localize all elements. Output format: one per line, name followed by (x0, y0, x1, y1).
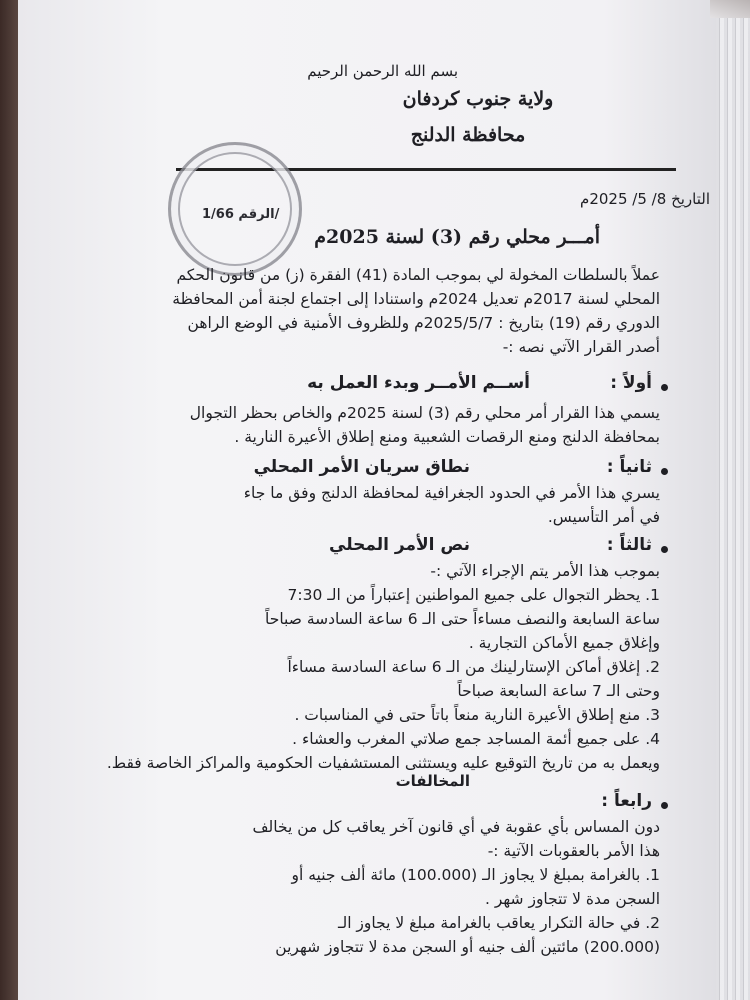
section-3-line-5: وحتى الـ 7 ساعة السابعة صباحاً (457, 682, 660, 700)
section-2-label: ثانياً : (606, 457, 652, 477)
section-4-line-5: 2. في حالة التكرار يعاقب بالغرامة مبلغ لا يجاوز الـ (337, 914, 660, 932)
section-4-line-3: 1. بالغرامة بمبلغ لا يجاوز الـ (100.000) مائة ألف جنيه أو (291, 866, 660, 884)
section-3-intro: بموجب هذا الأمر يتم الإجراء الآتي :- (430, 562, 660, 580)
section-3-title: نص الأمر المحلي (329, 535, 470, 555)
order-title: أمـــر محلي رقم (3) لسنة 2025م (314, 226, 600, 248)
section-4-line-6: (200.000) مائتين ألف جنيه أو السجن مدة لا تتجاوز شهرين (275, 938, 660, 956)
locality-name: محافظة الدلنج (410, 124, 526, 146)
section-1-title: أســم الأمــر وبدء العمل به (307, 373, 530, 393)
section-4-line-1: دون المساس بأي عقوبة في أي قانون آخر يعاقب كل من يخالف (252, 818, 660, 836)
paper-stack-edge (716, 0, 750, 1000)
bullet-dot (661, 546, 668, 553)
section-3-label: ثالثاً : (606, 535, 652, 555)
reference-number: الرقم 1/66/ (202, 207, 280, 222)
intro-line-2: المحلي لسنة 2017م تعديل 2024م واستنادا إلى اجتماع لجنة أمن المحافظة (172, 290, 660, 308)
section-3-line-8: ويعمل به من تاريخ التوقيع عليه ويستثنى المستشفيات الحكومية والمراكز الخاصة فقط. (106, 754, 660, 772)
intro-line-1: عملاً بالسلطات المخولة لي بموجب المادة (41) الفقرة (ز) من قانون الحكم (176, 266, 660, 284)
section-3-line-1: 1. يحظر التجوال على جميع المواطنين إعتباراً من الـ 7:30 (287, 586, 660, 604)
intro-line-3: الدوري رقم (19) بتاريخ : 2025/5/7م وللظروف الأمنية في الوضع الراهن (187, 314, 660, 332)
paper-corner-fold (710, 0, 750, 18)
section-3-line-3: وإغلاق جميع الأماكن التجارية . (468, 634, 660, 652)
bullet-dot (661, 384, 668, 391)
intro-line-4: أصدر القرار الآتي نصه :- (502, 338, 660, 356)
section-3-line-6: 3. منع إطلاق الأعيرة النارية منعاً باتاً حتى في المناسبات . (294, 706, 660, 724)
basmala: بسم الله الرحمن الرحيم (307, 62, 458, 80)
section-4-line-2: هذا الأمر بالعقوبات الآتية :- (487, 842, 660, 860)
section-2-title: نطاق سريان الأمر المحلي (253, 457, 470, 477)
date-label: التاريخ (671, 190, 710, 208)
section-1-line-1: يسمي هذا القرار أمر محلي رقم (3) لسنة 2025م والخاص بحظر التجوال (189, 404, 660, 422)
section-3-line-2: ساعة السابعة والنصف مساءاً حتى الـ 6 ساعة السادسة صباحاً (265, 610, 660, 628)
bullet-dot (661, 802, 668, 809)
bullet-dot (661, 468, 668, 475)
section-3-line-7: 4. على جميع أئمة المساجد جمع صلاتي المغرب والعشاء . (292, 730, 660, 748)
document-page (18, 0, 750, 1000)
section-4-title: المخالفات (395, 772, 470, 790)
section-4-label: رابعاً : (601, 791, 652, 811)
section-1-line-2: بمحافظة الدلنج ومنع الرقصات الشعبية ومنع إطلاق الأعيرة النارية . (234, 428, 660, 446)
date-value: 8/ 5/ 2025م (580, 190, 667, 208)
date-line (580, 190, 710, 208)
section-2-line-2: في أمر التأسيس. (547, 508, 660, 526)
section-4-line-4: السجن مدة لا تتجاوز شهر . (485, 890, 660, 908)
section-2-line-1: يسري هذا الأمر في الحدود الجغرافية لمحافظة الدلنج وفق ما جاء (243, 484, 660, 502)
state-name: ولاية جنوب كردفان (402, 88, 554, 110)
section-1-label: أولاً : (610, 373, 652, 393)
section-3-line-4: 2. إغلاق أماكن الإستارلينك من الـ 6 ساعة السادسة مساءاً (287, 658, 660, 676)
